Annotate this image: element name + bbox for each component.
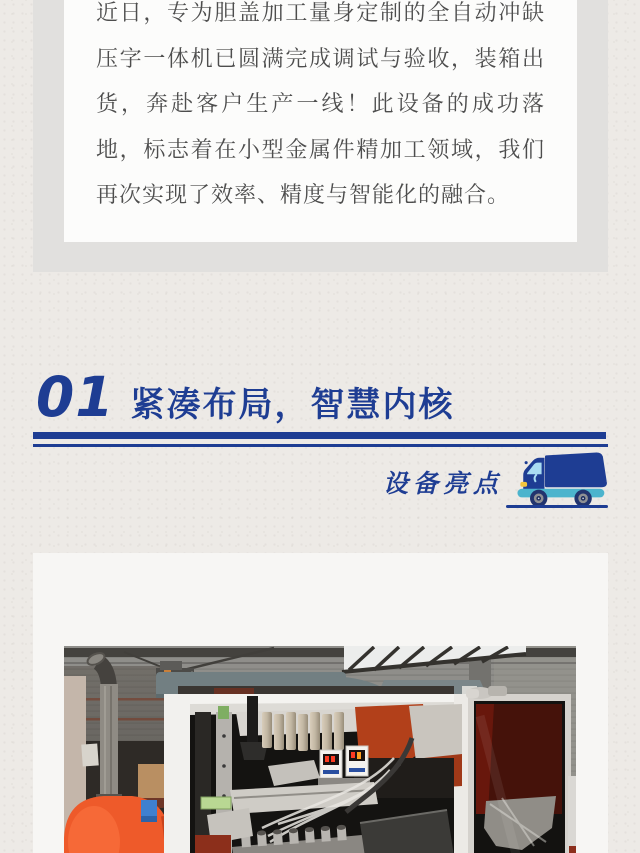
intro-paragraph: 近日，专为胆盖加工量身定制的全自动冲缺压字一体机已圆满完成调试与验收，装箱出货，奔赴客户生产一线！此设备的成功落地，标志着在小型金属件精加工领域，我们再次实现了效率、精度与智能化的融合。 xyxy=(96,0,545,207)
intro-card xyxy=(64,0,577,242)
photo-card xyxy=(33,553,608,853)
section-number: 01 xyxy=(36,365,115,429)
machine-photo-illustration xyxy=(64,646,576,853)
divider-thin xyxy=(33,444,608,447)
divider-thick xyxy=(33,432,606,439)
section-heading xyxy=(33,365,608,515)
section-title: 紧凑布局，智慧内核 xyxy=(130,386,455,424)
intro-section xyxy=(33,0,608,272)
heading-row xyxy=(33,365,608,429)
machine-photo xyxy=(64,646,576,853)
truck-ground-line xyxy=(506,505,608,508)
delivery-truck-icon xyxy=(508,452,608,508)
section-tagline: 设备亮点 xyxy=(382,470,503,498)
